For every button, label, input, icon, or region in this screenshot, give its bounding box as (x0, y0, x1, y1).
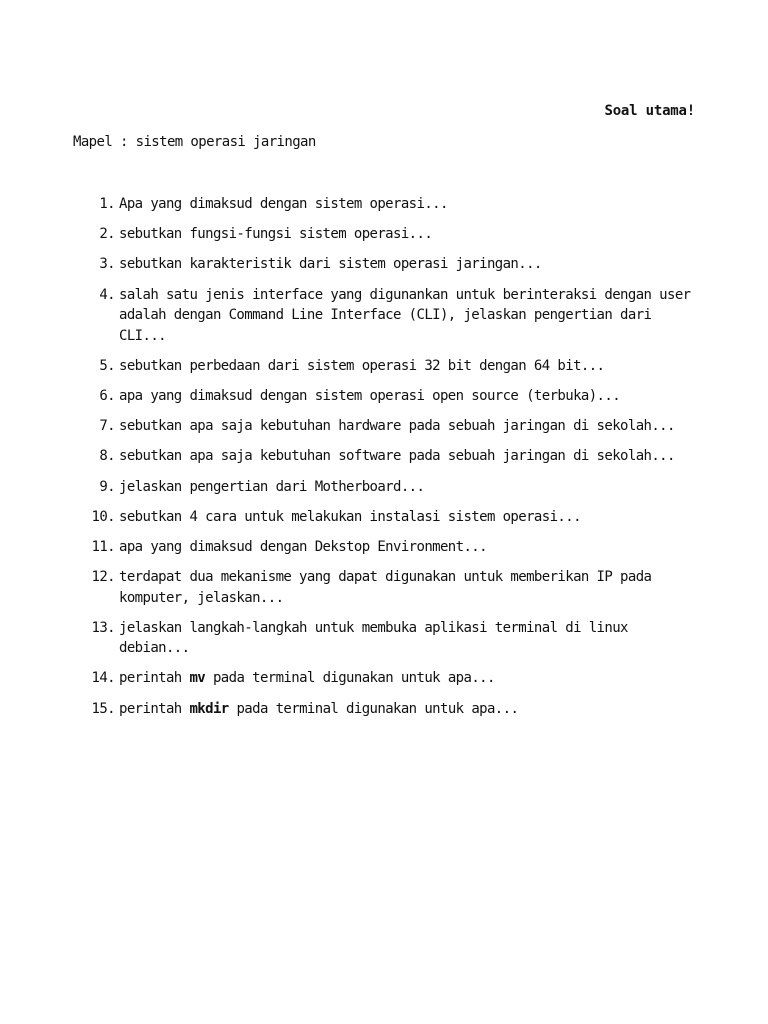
question-text: apa yang dimaksud dengan sistem operasi open source (terbuka)... (119, 387, 621, 404)
question-item (0, 356, 768, 377)
question-text: terdapat dua mekanisme yang dapat digunakan untuk memberikan IP pada komputer, jelaskan... (119, 569, 652, 606)
question-text: sebutkan apa saja kebutuhan hardware pada sebuah jaringan di sekolah... (119, 418, 675, 435)
question-list (0, 194, 768, 729)
question-number: 15. (91, 700, 115, 717)
question-text: jelaskan pengertian dari Motherboard... (119, 478, 425, 495)
question-item (0, 477, 768, 498)
question-text-prefix: perintah (119, 670, 190, 687)
question-item (0, 668, 768, 689)
question-number: 4. (99, 286, 115, 303)
question-text: sebutkan 4 cara untuk melakukan instalasi sistem operasi... (119, 508, 581, 525)
question-text: Apa yang dimaksud dengan sistem operasi... (119, 196, 448, 212)
question-text (119, 701, 518, 717)
question-item (0, 285, 768, 347)
question-text: sebutkan perbedaan dari sistem operasi 32 bit dengan 64 bit... (119, 357, 605, 374)
question-text: salah satu jenis interface yang digunankan untuk berinteraksi dengan user adalah dengan Command Line Interface (CLI), jelaskan pengertian dari CLI... (119, 286, 691, 344)
question-item (0, 224, 768, 245)
question-number: 7. (99, 418, 115, 435)
question-item (0, 618, 768, 659)
question-item (0, 507, 768, 528)
question-number: 5. (99, 357, 115, 374)
question-text-suffix: pada terminal digunakan untuk apa... (205, 670, 495, 687)
question-item (0, 254, 768, 275)
question-text: jelaskan langkah-langkah untuk membuka aplikasi terminal di linux debian... (119, 619, 628, 657)
question-item (0, 446, 768, 467)
question-item (0, 537, 768, 558)
question-text-suffix: pada terminal digunakan untuk apa... (228, 700, 519, 717)
question-text-prefix: perintah (119, 700, 190, 717)
question-number: 13. (91, 619, 115, 636)
question-item (0, 386, 768, 407)
question-number: 6. (99, 387, 115, 404)
question-number: 11. (91, 538, 115, 555)
question-text: apa yang dimaksud dengan Dekstop Environment... (119, 538, 487, 555)
question-number: 10. (91, 508, 115, 525)
question-item (0, 194, 768, 215)
question-number: 1. (99, 196, 115, 212)
question-text: sebutkan karakteristik dari sistem operasi jaringan... (119, 256, 542, 273)
question-number: 8. (99, 448, 115, 465)
question-number: 2. (99, 226, 115, 243)
question-text: sebutkan apa saja kebutuhan software pada sebuah jaringan di sekolah... (119, 448, 675, 465)
question-item (0, 416, 768, 437)
question-number: 9. (99, 478, 115, 495)
question-number: 14. (91, 670, 115, 687)
question-text: sebutkan fungsi-fungsi sistem operasi... (119, 226, 433, 243)
question-item (0, 699, 768, 720)
main-heading: Soal utama! (604, 103, 695, 119)
command-name: mv (189, 670, 206, 687)
question-number: 3. (99, 256, 115, 273)
question-text (119, 670, 495, 686)
command-name: mkdir (189, 700, 229, 717)
subject-line: Mapel : sistem operasi jaringan (73, 134, 316, 150)
question-number: 12. (91, 569, 115, 586)
question-item (0, 567, 768, 608)
